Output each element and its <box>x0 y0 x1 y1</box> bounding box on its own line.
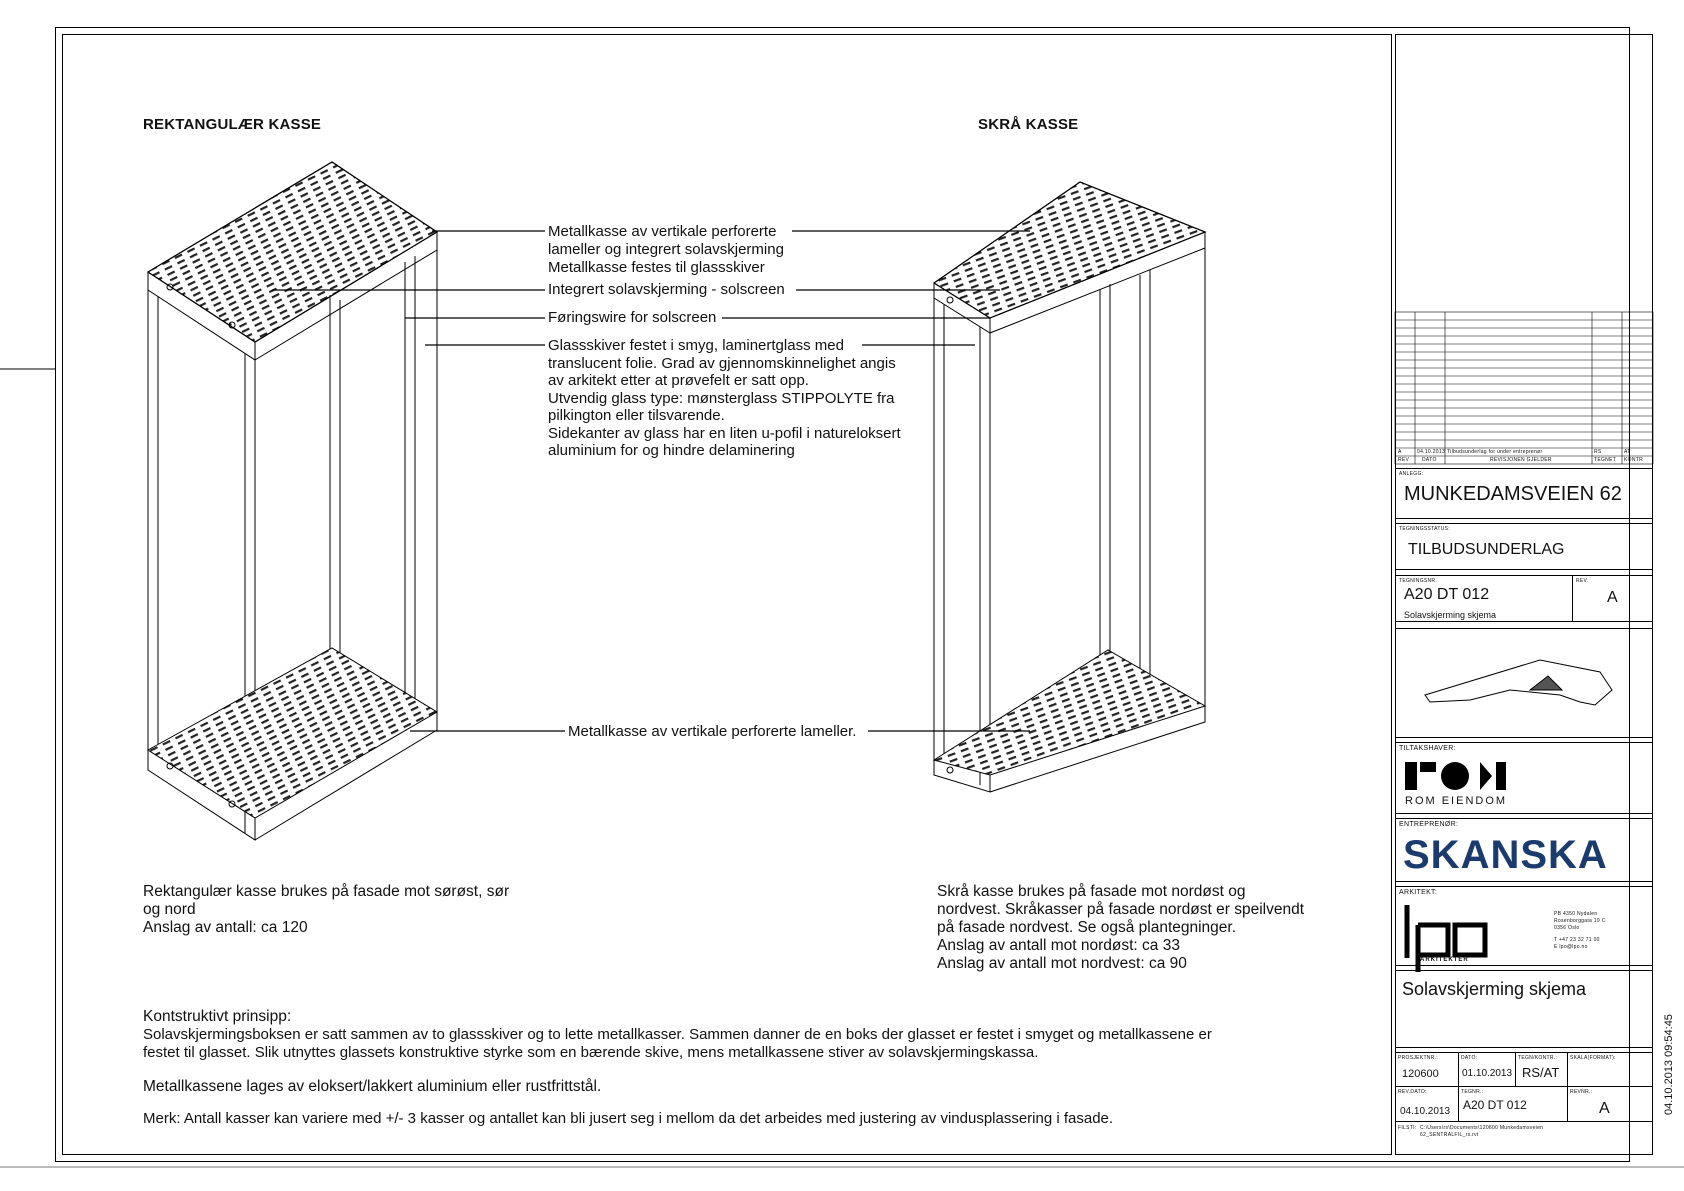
rev-header-rev: REV <box>1398 457 1410 463</box>
callout-glass-1: Glassskiver festet i smyg, laminertglass med <box>548 337 844 354</box>
tegnr-value: A20 DT 012 <box>1463 1098 1527 1112</box>
revdato-label: REV.DATO: <box>1398 1089 1427 1095</box>
rev-row-text: Tilbudsunderlag for under entreprenør <box>1447 449 1543 455</box>
drawing-rev-value: A <box>1607 589 1618 606</box>
plot-timestamp: 04.10.2013 09:54:45 <box>1663 1014 1675 1115</box>
revision-table-grid <box>1395 312 1653 464</box>
right-box-title: SKRÅ KASSE <box>978 116 1079 133</box>
dato-label: DATO: <box>1461 1055 1478 1061</box>
slanted-box-drawing <box>934 182 1205 792</box>
callout-glass-2: translucent folie. Grad av gjennomskinnelighet angis <box>548 355 896 372</box>
entreprenor-label: ENTREPRENØR: <box>1399 821 1459 828</box>
prosjektnr-value: 120600 <box>1402 1068 1439 1080</box>
filsti-box <box>1395 1121 1653 1155</box>
entreprenor-box <box>1395 818 1653 882</box>
rev-header-checked: KONTR <box>1624 457 1643 463</box>
drawing-title-box <box>1395 970 1653 1048</box>
revnr-value: A <box>1599 1100 1610 1117</box>
callout-bottom-box: Metallkasse av vertikale perforerte lameller. <box>568 723 857 740</box>
tegnet-label: TEGN/KONTR.: <box>1518 1055 1558 1061</box>
callout-metal-box-3: Metallkasse festes til glassskiver <box>548 259 765 276</box>
revdato-value: 04.10.2013 <box>1400 1106 1451 1117</box>
callout-glass-6: Sidekanter av glass har en liten u-pofil i natureloksert <box>548 425 901 442</box>
anlegg-box <box>1395 468 1653 519</box>
entreprenor-name: SKANSKA <box>1403 833 1608 877</box>
tegnr-label: TEGNR.: <box>1461 1089 1484 1095</box>
principle-line-2: festet til glasset. Slik utnyttes glassets konstruktive styrke som en bærende skive, mens metallkassene stiver av solavskjermingskassa. <box>143 1044 1039 1061</box>
callout-solscreen: Integrert solavskjerming - solscreen <box>548 281 785 298</box>
left-note-1: Rektangulær kasse brukes på fasade mot sørøst, sør <box>143 883 510 900</box>
key-plan-box <box>1395 628 1653 738</box>
right-note-2: nordvest. Skråkasser på fasade nordøst er speilvendt <box>937 901 1305 918</box>
status-value: TILBUDSUNDERLAG <box>1408 541 1565 558</box>
rev-header-text: REVISJONEN GJELDER <box>1490 457 1552 463</box>
skala-label: SKALA(FORMAT): <box>1570 1055 1616 1061</box>
prosjektnr-box <box>1395 1052 1459 1087</box>
filsti-label: FILSTI: <box>1398 1125 1417 1131</box>
callout-glass-4: Utvendig glass type: mønsterglass STIPPOLYTE fra <box>548 390 895 407</box>
rev-header-date: DATO <box>1422 457 1437 463</box>
anlegg-value: MUNKEDAMSVEIEN 62 <box>1404 483 1622 505</box>
dato-value: 01.10.2013 <box>1462 1068 1513 1079</box>
tegnet-box <box>1515 1052 1568 1087</box>
callout-glass-5: pilkington eller tilsvarende. <box>548 407 725 424</box>
right-note-1: Skrå kasse brukes på fasade mot nordøst og <box>937 883 1246 900</box>
filsti-value: C:\Users\rs\Documents\120600 Munkedamsveien 62_SENTRALFIL_rs.rvt <box>1420 1125 1544 1138</box>
principle-note: Merk: Antall kasser kan variere med +/- 3 kasser og antallet kan bli jusert seg i mellom da det arbeides med justering av vindusplassering i fasade. <box>143 1110 1114 1127</box>
drawing-number-box <box>1395 575 1573 622</box>
rev-row-drawn: RS <box>1594 449 1602 455</box>
left-note-3: Anslag av antall: ca 120 <box>143 919 308 936</box>
callout-metal-box-2: lameller og integrert solavskjerming <box>548 241 784 258</box>
rev-row-rev: A <box>1398 449 1402 455</box>
anlegg-label: ANLEGG: <box>1399 471 1424 477</box>
arkitekt-address-5: E lpo@lpo.no <box>1554 944 1588 950</box>
arkitekt-address-3: 0356 Oslo <box>1554 925 1580 931</box>
arkitekt-box <box>1395 886 1653 966</box>
tiltakshaver-label: TILTAKSHAVER: <box>1399 745 1456 752</box>
callout-metal-box-1: Metallkasse av vertikale perforerte <box>548 223 777 240</box>
arkitekt-label: ARKITEKT: <box>1399 889 1438 896</box>
status-label: TEGNINGSSTATUS: <box>1399 526 1450 532</box>
left-box-title: REKTANGULÆR KASSE <box>143 116 322 133</box>
drawing-title: Solavskjerming skjema <box>1402 979 1587 999</box>
revdato-box <box>1395 1086 1459 1122</box>
principle-material: Metallkassene lages av eloksert/lakkert aluminium eller rustfrittstål. <box>143 1078 602 1095</box>
arkitekt-sub: ARKITEKTER <box>1420 957 1469 963</box>
arkitekt-address-1: PB 4350 Nydalen <box>1554 911 1598 917</box>
tiltakshaver-name: ROM EIENDOM <box>1405 795 1508 807</box>
rev-row-checked: AT <box>1624 449 1631 455</box>
drawing-rev-label: REV. <box>1576 578 1589 584</box>
left-note-2: og nord <box>143 901 196 918</box>
principle-line-1: Solavskjermingsboksen er satt sammen av to glassskiver og to lette metallkasser. Sammen danner de en boks der glasset er festet i smyget og metallkassene er <box>143 1026 1212 1043</box>
drawing-number-sub: Solavskjerming skjema <box>1404 610 1497 620</box>
leader-lines <box>272 231 1030 731</box>
callout-glass-7: aluminium for og hindre delaminering <box>548 442 795 459</box>
callout-guide-wire: Føringswire for solscreen <box>548 309 717 326</box>
dato-box <box>1458 1052 1516 1087</box>
revnr-box <box>1567 1086 1653 1122</box>
right-note-3: på fasade nordvest. Se også plantegninger. <box>937 919 1237 936</box>
tiltakshaver-box <box>1395 742 1653 814</box>
status-box <box>1395 523 1653 570</box>
callout-glass-3: av arkitekt etter at prøvefelt er satt opp. <box>548 372 809 389</box>
tegnr-box <box>1458 1086 1568 1122</box>
rev-header-drawn: TEGNET <box>1594 457 1617 463</box>
principle-heading: Kontstruktivt prinsipp: <box>143 1008 292 1025</box>
right-note-5: Anslag av antall mot nordvest: ca 90 <box>937 955 1187 972</box>
drawing-number-value: A20 DT 012 <box>1404 586 1490 603</box>
prosjektnr-label: PROSJEKTNR.: <box>1398 1055 1438 1061</box>
rev-row-date: 04.10.2013 <box>1417 449 1446 455</box>
tegnet-value: RS/AT <box>1522 1065 1560 1080</box>
arkitekt-address-2: Rosenborggata 19 C <box>1554 918 1606 924</box>
revnr-label: REVNR.: <box>1570 1089 1593 1095</box>
right-note-4: Anslag av antall mot nordøst: ca 33 <box>937 937 1180 954</box>
drawing-rev-box <box>1572 575 1653 622</box>
arkitekt-address-4: T +47 23 32 71 00 <box>1554 937 1600 943</box>
rectangular-box-drawing <box>148 162 437 840</box>
skala-box <box>1567 1052 1653 1087</box>
drawing-number-label: TEGNINGSNR. <box>1399 578 1438 584</box>
